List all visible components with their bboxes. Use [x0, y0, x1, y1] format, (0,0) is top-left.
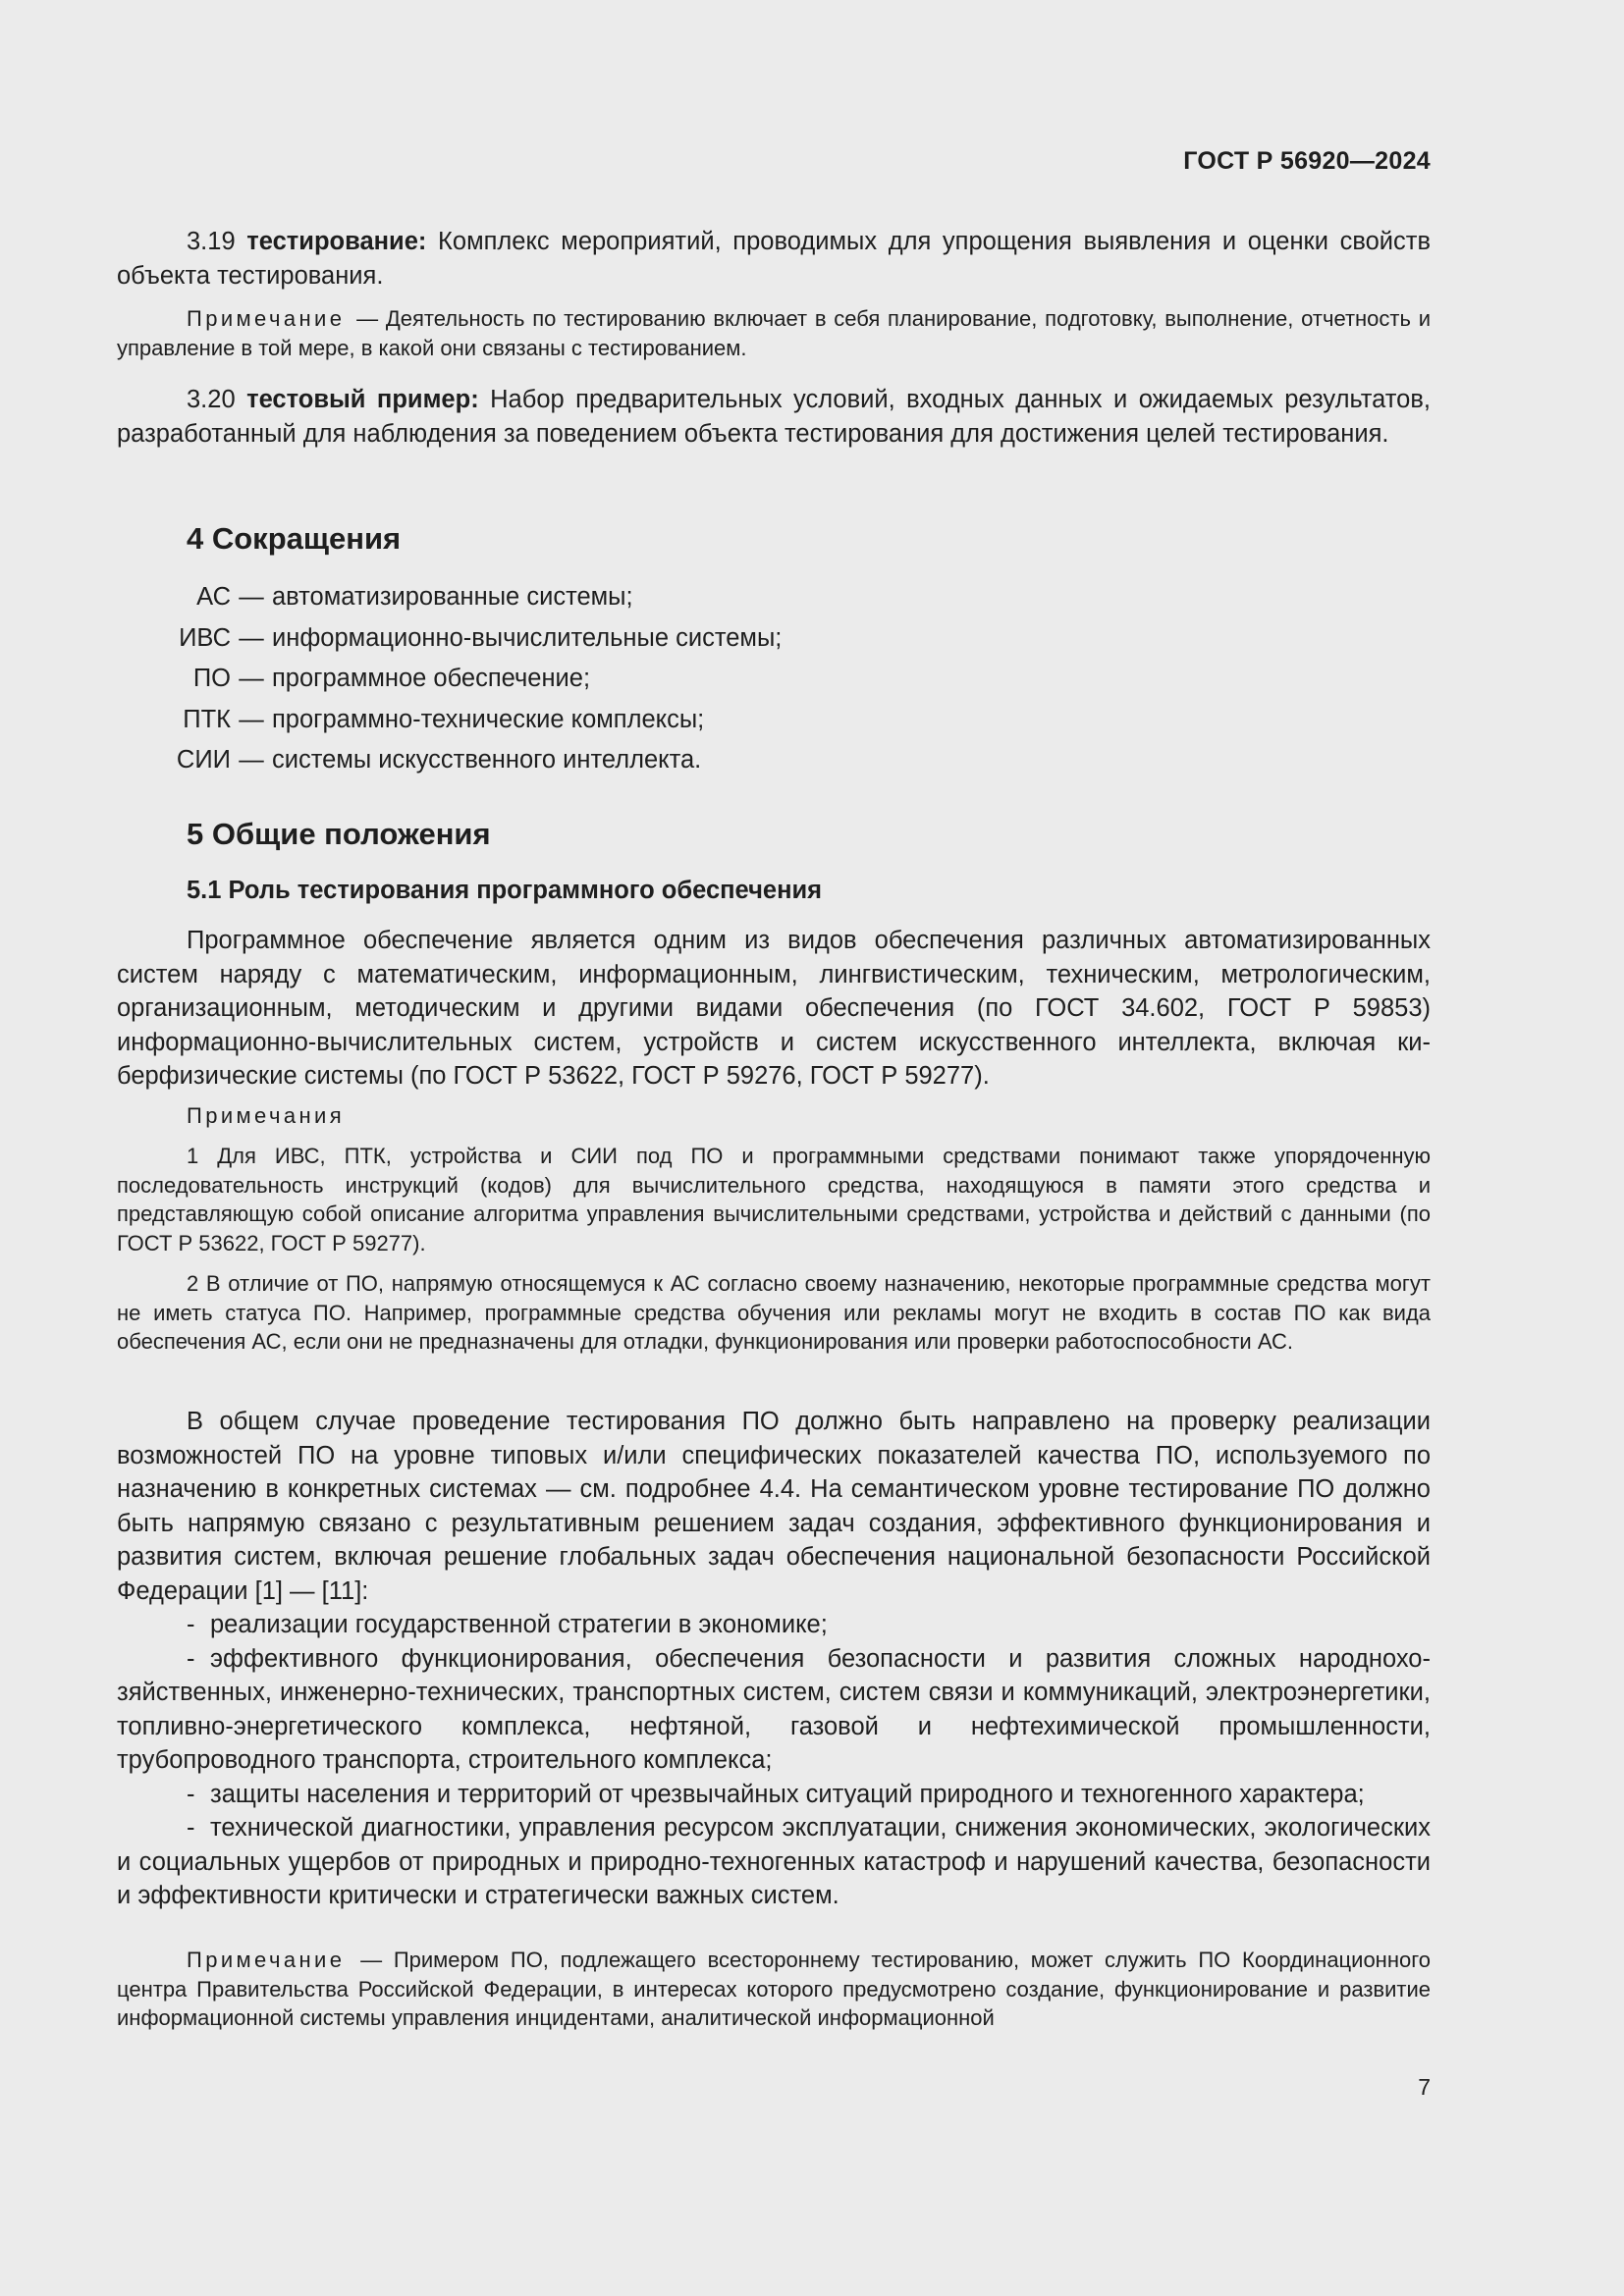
- note-1: 1 Для ИВС, ПТК, устройства и СИИ под ПО и программными средствами понимают также упорядоченную последовательность инструкций (кодов) для вычислительного средства, находящуюся в памяти этого средства и представляющую собой описание алгоритма управления вычислительными средствами, устройства и действий с данными (по ГОСТ Р 53622, ГОСТ Р 59277).: [117, 1144, 1431, 1255]
- list-item: - технической диагностики, управления ресурсом эксплуатации, снижения экономических, экологических и социальных ущербов от природных и природно-техногенных катастроф и нарушений качества, безопасности и эффективности критически и стратегически важных систем.: [117, 1814, 1431, 1909]
- page-number: 7: [1418, 2074, 1431, 2100]
- abbreviation-row: ПО — программное обеспечение;: [192, 665, 591, 693]
- note-label: Примечание: [187, 1948, 346, 1972]
- list-item: - реализации государственной стратегии в экономике;: [187, 1611, 828, 1638]
- subsection-5-1-title: 5.1 Роль тестирования программного обеспечения: [187, 877, 823, 904]
- abbreviations-list: [117, 577, 1099, 781]
- abbreviation-row: АС — автоматизированные системы;: [196, 583, 633, 612]
- document-header: ГОСТ Р 56920—2024: [1183, 147, 1431, 175]
- note-3-19: [117, 304, 1431, 362]
- final-note: [117, 1946, 1431, 2033]
- note-text: — Примером ПО, подлежащего всестороннему тестированию, может служить ПО Координационного центра Правительства Российской Федерации, в интересах которого предусмотрено создание, функционирование и развитие информационной системы управления инцидентами, аналитической информационной: [117, 1948, 1431, 2030]
- notes-label: Примечания: [187, 1103, 346, 1128]
- term-3-20: [117, 383, 1431, 451]
- list-item: - защиты населения и территорий от чрезвычайных ситуаций природного и техногенного характера;: [187, 1780, 1365, 1808]
- term-name: тестовый пример:: [246, 386, 479, 413]
- note-2: 2 В отличие от ПО, напрямую относящемуся к АС согласно своему назначению, некоторые программные средства могут не иметь статуса ПО. Например, программные средства обучения или рекламы могут не входить в состав ПО как вида обеспечения АС, если они не предназначены для отладки, функционирования или проверки работоспособности АС.: [117, 1271, 1431, 1354]
- section-5-title: 5 Общие положения: [187, 817, 491, 851]
- paragraph-5-1-main: В общем случае проведение тестирования ПО должно быть направлено на проверку реализации возможностей ПО на уровне типовых и/или специфических показателей качества ПО, используемого по назначению в конкретных системах — см. подробнее 4.4. На семантическом уровне тестирование ПО должно быть напрямую связано с результативным решением задач создания, эффективного функционирования и развития систем, включая решение глобальных задач обеспечения национальной безопасности Российской Федерации [1] — [11]: - реализации государственной стратегии в экономике; - эффективного функционирования, обеспечения безопасности и развития сложных народнохозяйственных, инженерно-технических, транспортных систем, систем связи и коммуникаций, электроэнергетики, топливно-энергетического комплекса, нефтяной, газовой и нефтехимической промышленности, трубопроводного транспорта, строительного комплекса; - защиты населения и территорий от чрезвычайных ситуаций природного и техногенного характера; - технической диагностики, управления ресурсом эксплуатации, снижения экономических, экологических и социальных ущербов от природных и природно-техногенных катастроф и нарушений качества, безопасности и эффективности критически и стратегически важных систем.: [117, 1405, 1431, 1913]
- term-name: тестирование:: [246, 228, 427, 255]
- term-3-19: [117, 225, 1431, 293]
- term-number: 3.19: [187, 228, 236, 255]
- note-label: Примечание: [187, 306, 346, 331]
- term-number: 3.20: [187, 386, 236, 413]
- note-text: — Деятельность по тестированию включает в себя планирование, подготовку, выполнение, отчетность и управление в той мере, в какой они связаны с тестированием.: [117, 306, 1431, 360]
- paragraph-5-1-intro: Программное обеспечение является одним из видов обеспечения различных автоматизированных систем наряду с математическим, информационным, лингвистическим, техническим, метрологическим, организационным, методическим и другими видами обеспечения (по ГОСТ 34.602, ГОСТ Р 59853) информационно-вычислительных систем, устройств и систем искусственного интеллекта, включая киберфизические системы (по ГОСТ Р 53622, ГОСТ Р 59276, ГОСТ Р 59277).: [117, 927, 1431, 1090]
- abbreviation-row: ПТК — программно-технические комплексы;: [183, 705, 705, 733]
- term-definition: Набор предварительных условий, входных данных и ожидаемых результатов, разработанный для наблюдения за поведением объекта тестирования для достижения целей тестирования.: [117, 386, 1431, 448]
- abbreviation-row: ИВС — информационно-вычислительные системы;: [179, 623, 783, 652]
- section-4-title: 4 Сокращения: [187, 521, 402, 556]
- abbreviation-row: СИИ — системы искусственного интеллекта.: [176, 746, 702, 774]
- list-item: - эффективного функционирования, обеспечения безопасности и развития сложных народнохозяйственных, инженерно-технических, транспортных систем, систем связи и коммуникаций, электроэнергетики, топливно-энергетического комплекса, нефтяной, газовой и нефтехимической промышленности, трубопроводного транспорта, строительного комплекса;: [117, 1644, 1431, 1774]
- term-definition: Комплекс мероприятий, проводимых для упрощения выявления и оценки свойств объекта тестирования.: [117, 228, 1431, 290]
